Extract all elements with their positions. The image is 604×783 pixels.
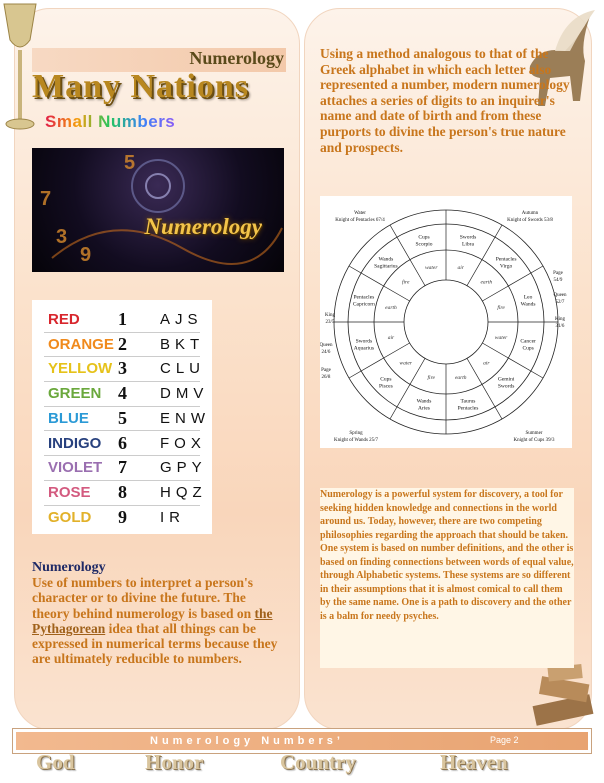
wheel-sign-label: Wands bbox=[416, 398, 432, 405]
wheel-sign-label: Capricorn bbox=[352, 301, 375, 308]
color-name: GREEN bbox=[48, 385, 102, 403]
wheel-sign-label: Pentacles bbox=[495, 256, 517, 263]
body-text-continued: idea that all things can be expressed in numerical terms because they are ultimately reducible to numbers. bbox=[32, 620, 278, 667]
color-name: RED bbox=[48, 311, 80, 328]
banner-digit: 9 bbox=[80, 244, 92, 266]
wheel-element-label: air bbox=[483, 360, 490, 367]
wheel-sign-label: Wands bbox=[378, 256, 394, 263]
color-name: VIOLET bbox=[48, 459, 103, 477]
letter-group: GPY bbox=[160, 459, 207, 477]
wheel-sign-label: Swords bbox=[497, 383, 515, 390]
wheel-sign-label: Swords bbox=[355, 338, 373, 345]
wheel-sign-label: Taurus bbox=[460, 398, 476, 405]
wheel-sign-label: Virgo bbox=[499, 263, 513, 270]
letter-group: AJS bbox=[160, 311, 203, 328]
section-body bbox=[32, 575, 282, 667]
wheel-sign-label: Swords bbox=[459, 234, 477, 241]
number-value: 7 bbox=[118, 457, 127, 478]
banner-digit: 5 bbox=[124, 152, 136, 174]
wheel-element-label: water bbox=[424, 264, 438, 271]
wheel-sign-label: Cups bbox=[418, 234, 430, 241]
color-name: BLUE bbox=[48, 409, 89, 427]
wheel-card-label: 54/9 bbox=[553, 278, 563, 283]
letter-group: HQZ bbox=[160, 483, 207, 501]
wheel-sign-label: Sagittarius bbox=[374, 263, 398, 270]
table-row bbox=[32, 333, 212, 358]
wheel-sign-label: Gemini bbox=[497, 376, 515, 383]
color-name: YELLOW bbox=[48, 360, 113, 378]
wheel-element-label: fire bbox=[401, 279, 410, 286]
wheel-diagram bbox=[320, 196, 572, 448]
wheel-card-label: 24/6 bbox=[321, 350, 331, 355]
virtues-row bbox=[0, 750, 604, 783]
wheel-card-label: Autumn bbox=[521, 211, 539, 216]
number-value: 8 bbox=[118, 481, 127, 502]
letter-group: CLU bbox=[160, 360, 206, 378]
wheel-element-label: air bbox=[387, 334, 395, 341]
number-value: 9 bbox=[118, 506, 127, 527]
wheel-element-label: fire bbox=[427, 375, 435, 382]
page-title: Many Nations bbox=[32, 68, 249, 105]
number-value: 5 bbox=[118, 407, 127, 428]
footer-title: Numerology Numbers’ bbox=[150, 735, 344, 747]
page-number: Page 2 bbox=[490, 735, 519, 745]
wheel-sign-label: Cups bbox=[522, 345, 534, 352]
body-paragraph: Numerology is a powerful system for discovery, a tool for seeking hidden knowledge and connections in the world around us. Today, however, there are two competing philosophies regarding the approach that should be taken. One system is based on number definitions, and the other is based on finding connections between words of equal value, through Alphabetic systems. These systems are so different in their assumptions that it is almost comical to call them by the same name. One is a path to discovery and the other is a balm for needy psyches. bbox=[320, 488, 574, 668]
header-title: Numerology bbox=[189, 48, 284, 68]
wheel-element-label: earth bbox=[480, 279, 493, 286]
table-row bbox=[32, 407, 212, 432]
table-row bbox=[32, 357, 212, 382]
wheel-card-label: Summer bbox=[525, 431, 543, 436]
wheel-sign-label: Scorpio bbox=[415, 241, 433, 248]
wheel-element-label: water bbox=[494, 334, 508, 341]
wheel-element-label: water bbox=[399, 360, 412, 367]
virtue-word: Heaven bbox=[440, 750, 508, 774]
number-value: 6 bbox=[118, 432, 127, 453]
table-row bbox=[32, 432, 212, 457]
wheel-card-label: Queen bbox=[553, 293, 567, 298]
wheel-sign-label: Aquarius bbox=[353, 345, 374, 352]
number-value: 1 bbox=[118, 309, 127, 329]
wheel-sign-label: Pisces bbox=[379, 383, 393, 390]
wheel-sign-label: Cancer bbox=[520, 338, 536, 345]
wheel-card-label: 31/6 bbox=[555, 324, 565, 329]
wheel-card-label: Spring bbox=[349, 431, 363, 436]
wheel-card-label: Queen bbox=[320, 343, 333, 348]
table-row bbox=[32, 506, 212, 531]
banner-art bbox=[32, 148, 284, 272]
letter-group: BKT bbox=[160, 335, 205, 353]
numerology-banner-image bbox=[32, 148, 284, 272]
wheel-element-label: air bbox=[457, 264, 464, 271]
wheel-sign-label: Aries bbox=[418, 405, 430, 412]
wheel-element-label: earth bbox=[385, 305, 397, 312]
wheel-card-label: Page bbox=[553, 271, 563, 276]
virtue-word: Country bbox=[280, 750, 356, 774]
stacked-books-icon bbox=[528, 660, 598, 726]
table-row bbox=[32, 456, 212, 481]
section-heading: Numerology bbox=[32, 560, 106, 575]
wheel-card-label: Page bbox=[321, 368, 331, 373]
virtue-word: Honor bbox=[145, 750, 204, 774]
letter-group: FOX bbox=[160, 434, 206, 452]
virtue-word: God bbox=[36, 750, 75, 774]
number-value: 4 bbox=[118, 383, 127, 404]
table-row bbox=[32, 382, 212, 407]
letter-group: ENW bbox=[160, 409, 210, 427]
wheel-card-label: Knight of Pentacles 67/4 bbox=[335, 218, 385, 223]
wheel-card-label: Water bbox=[354, 211, 366, 216]
banner-digit: 3 bbox=[56, 226, 68, 248]
wheel-sign-label: Libra bbox=[462, 241, 474, 248]
banner-digit: 7 bbox=[40, 188, 52, 210]
wheel-card-label: King bbox=[555, 317, 565, 322]
table-row bbox=[32, 481, 212, 506]
wheel-card-label: 23/5 bbox=[325, 320, 335, 325]
tarot-zodiac-wheel bbox=[320, 196, 572, 448]
number-value: 2 bbox=[118, 333, 127, 354]
color-name: INDIGO bbox=[48, 434, 102, 452]
color-number-table bbox=[32, 300, 212, 534]
pythagorean-link[interactable]: the Pythagorean bbox=[32, 605, 273, 636]
page-subtitle: Small Numbers bbox=[45, 112, 176, 131]
wheel-card-label: 52/7 bbox=[555, 300, 565, 305]
wheel-sign-label: Wands bbox=[520, 301, 536, 308]
number-value: 3 bbox=[118, 358, 127, 379]
letter-group: DMV bbox=[160, 385, 209, 403]
wheel-sign-label: Pentacles bbox=[457, 405, 479, 412]
body-text: Use of numbers to interpret a person's character or to divine the future. The theory behind numerology is based on bbox=[32, 575, 255, 621]
wheel-card-label: Knight of Cups 39/3 bbox=[513, 438, 555, 443]
wheel-element-label: earth bbox=[454, 375, 467, 382]
color-name: GOLD bbox=[48, 508, 92, 526]
color-name: ORANGE bbox=[48, 335, 114, 353]
color-name: ROSE bbox=[48, 483, 91, 501]
wheel-element-label: fire bbox=[497, 305, 505, 312]
wheel-card-label: 26/8 bbox=[321, 375, 331, 380]
banner-title: Numerology bbox=[144, 214, 262, 239]
wheel-sign-label: Pentacles bbox=[353, 294, 375, 301]
intro-paragraph: Using a method analogous to that of the Greek alphabet in which each letter also represented a number, modern numerology attaches a series of digits to an inquirer's name and date of birth and from these purports to divine the person's true nature and prospects. bbox=[320, 46, 570, 155]
letter-group: IR bbox=[160, 508, 185, 526]
table-row bbox=[32, 308, 212, 333]
wheel-sign-label: Leo bbox=[523, 294, 533, 301]
wheel-card-label: Knight of Wands 25/7 bbox=[333, 438, 379, 443]
wheel-sign-label: Cups bbox=[380, 376, 392, 383]
wheel-card-label: King bbox=[325, 313, 335, 318]
wheel-card-label: Knight of Swords 53/8 bbox=[507, 218, 553, 223]
